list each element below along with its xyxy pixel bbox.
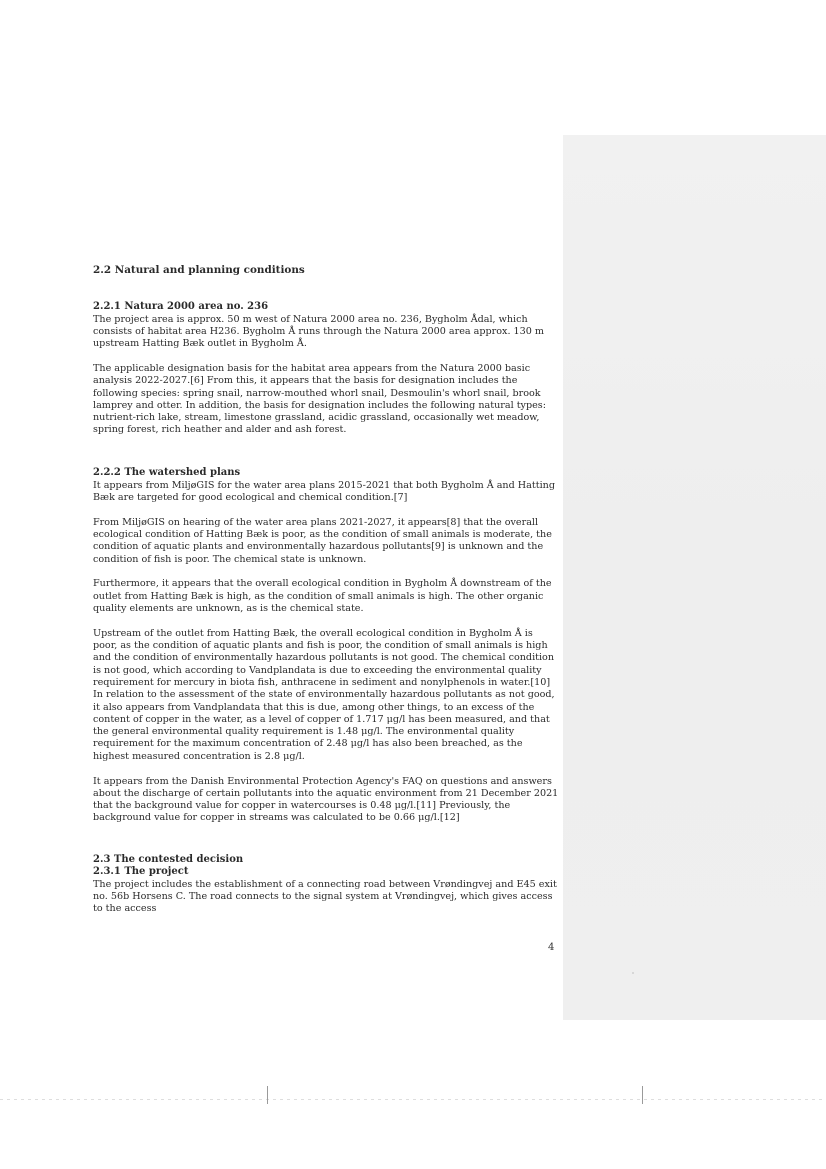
spacer [93,449,559,467]
document-body [93,264,559,928]
scan-artifact-tick [642,1086,643,1104]
spacer [93,837,559,854]
page-number: 4 [548,942,555,953]
natura-heading: 2.2.1 Natura 2000 area no. 236 [93,301,269,313]
section-heading: 2.2 Natural and planning conditions [93,264,305,276]
scan-shaded-margin [563,135,826,1020]
watershed-paragraph-2: From MiljøGIS on hearing of the water area plans 2021-2027, it appears[8] that the overall ecological condition of Hatting Bæk is poor, as the condition of small animals is moderate, the condition of aquatic plants and environmentally hazardous pollutants[9] is unknown and the condition of fish is poor. The chemical state is unknown. [93,516,552,565]
scan-artifact-tick [267,1086,268,1104]
scan-artifact-line [0,1099,826,1100]
decision-heading: 2.3 The contested decision [93,854,244,866]
watershed-paragraph-1: It appears from MiljøGIS for the water area plans 2015-2021 that both Bygholm Å and Hatting Bæk are targeted for good ecological and chemical condition.[7] [93,479,555,503]
natura-paragraph-2: The applicable designation basis for the habitat area appears from the Natura 2000 basic analysis 2022-2027.[6] From this, it appears that the basis for designation includes the following species: spring snail, narrow-mouthed whorl snail, Desmoulin's whorl snail, brook lamprey and otter. In addition, the basis for designation includes the following natural types: nutrient-rich lake, stream, limestone grassland, acidic grassland, occasionally wet meadow, spring forest, rich heather and alder and ash forest. [93,362,546,436]
watershed-heading: 2.2.2 The watershed plans [93,467,241,479]
project-heading: 2.3.1 The project [93,866,189,878]
scan-artifact-dot [632,972,634,974]
watershed-paragraph-4: Upstream of the outlet from Hatting Bæk, the overall ecological condition in Bygholm Å is poor, as the condition of aquatic plants and fish is poor, the condition of small animals is high and the condition of environmentally hazardous pollutants is not good. The chemical condition is not good, which according to Vandplandata is due to exceeding the environmental quality requirement for mercury in biota fish, anthracene in sediment and nonylphenols in water.[10] In relation to the assessment of the state of environmentally hazardous pollutants as not good, it also appears from Vandplandata that this is due, among other things, to an excess of the content of copper in the water, as a level of copper of 1.717 μg/l has been measured, and that the general environmental quality requirement is 1.48 μg/l. The environmental quality requirement for the maximum concentration of 2.48 μg/l has also been breached, as the highest measured concentration is 2.8 μg/l. [93,627,555,762]
natura-paragraph-1: The project area is approx. 50 m west of Natura 2000 area no. 236, Bygholm Ådal, which consists of habitat area H236. Bygholm Å runs through the Natura 2000 area approx. 130 m upstream Hatting Bæk outlet in Bygholm Å. [93,313,544,350]
project-paragraph-1: The project includes the establishment of a connecting road between Vrøndingvej and E45 exit no. 56b Horsens C. The road connects to the signal system at Vrøndingvej, which gives access to the access [93,878,557,915]
watershed-paragraph-5: It appears from the Danish Environmental Protection Agency's FAQ on questions and answers about the discharge of certain pollutants into the aquatic environment from 21 December 2021 that the background value for copper in watercourses is 0.48 μg/l.[11] Previously, the background value for copper in streams was calculated to be 0.66 μg/l.[12] [93,775,559,824]
watershed-paragraph-3: Furthermore, it appears that the overall ecological condition in Bygholm Å downstream of the outlet from Hatting Bæk is high, as the condition of small animals is high. The other organic quality elements are unknown, as is the chemical state. [93,578,552,614]
